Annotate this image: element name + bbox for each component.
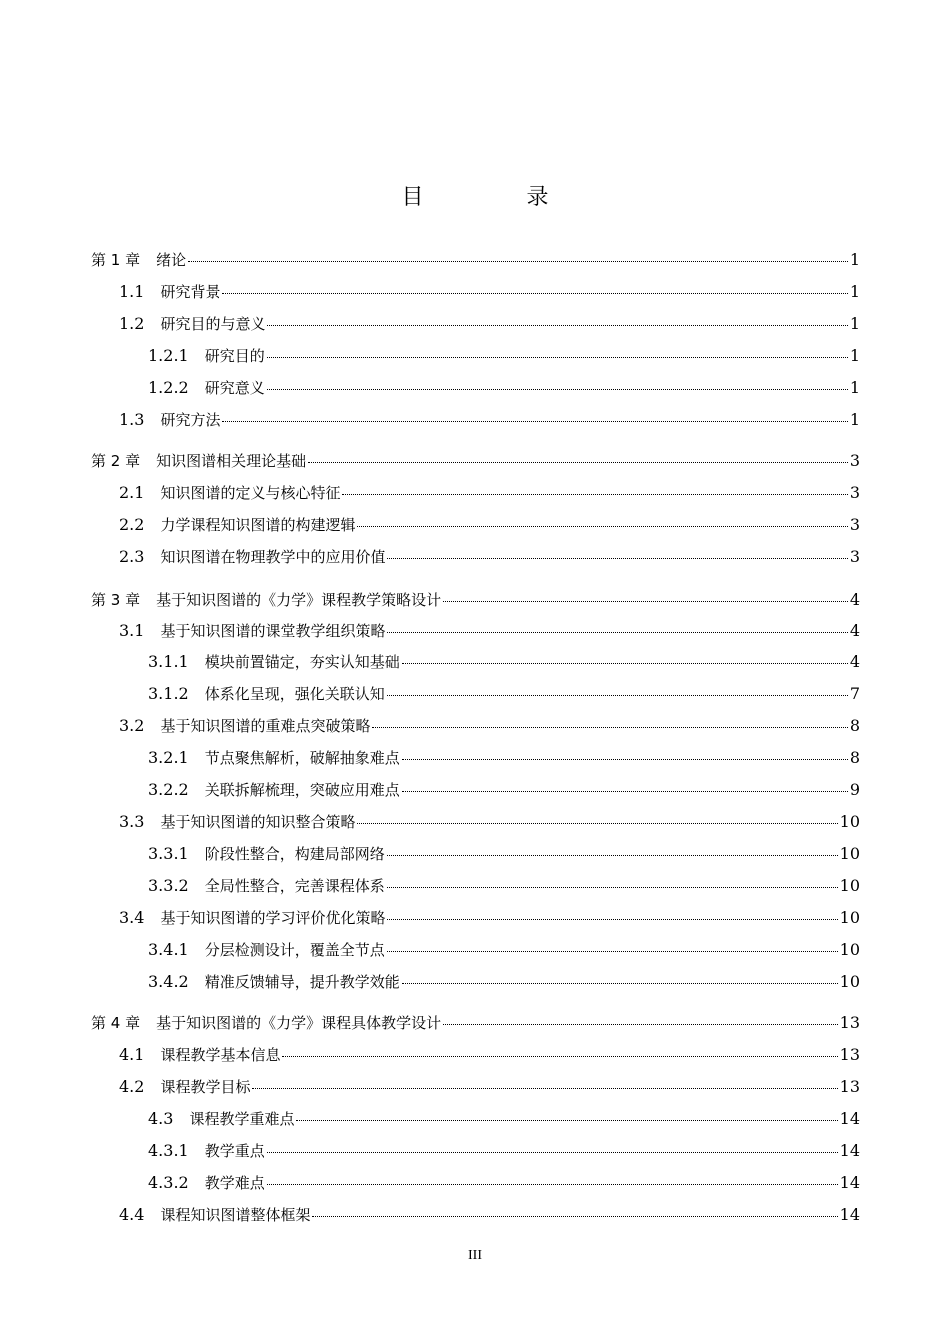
toc-entry-page: 9 [849, 780, 860, 799]
toc-entry-page: 8 [849, 716, 860, 735]
toc-entry[interactable] [0, 281, 860, 303]
toc-entry-page: 4 [849, 652, 860, 671]
toc-entry-number: 3.2 [119, 716, 145, 735]
toc-entry[interactable] [0, 1076, 860, 1098]
toc-entry[interactable] [0, 345, 860, 367]
toc-leader-dots [387, 918, 837, 920]
toc-entry-page: 13 [839, 1077, 860, 1096]
toc-entry-title: 力学课程知识图谱的构建逻辑 [160, 516, 356, 534]
toc-entry[interactable] [0, 482, 860, 504]
toc-entry-page: 3 [849, 483, 860, 502]
toc-entry-title: 课程知识图谱整体框架 [160, 1206, 311, 1224]
toc-entry-number: 3.3 [119, 812, 145, 831]
toc-entry-title: 课程教学目标 [160, 1078, 251, 1096]
toc-entry-title: 基于知识图谱的知识整合策略 [160, 813, 356, 831]
toc-entry-title: 教学难点 [204, 1174, 265, 1192]
toc-entry-title: 全局性整合，完善课程体系 [204, 877, 385, 895]
toc-leader-dots [402, 662, 848, 664]
toc-entry-page: 13 [839, 1013, 860, 1032]
toc-entry-title: 课程教学重难点 [189, 1110, 295, 1128]
toc-entry-title: 分层检测设计，覆盖全节点 [204, 941, 385, 959]
toc-leader-dots [387, 950, 838, 952]
toc-entry-number: 第 2 章 [91, 452, 141, 470]
toc-entry-number: 3.3.2 [148, 876, 189, 895]
toc-entry-number: 第 3 章 [91, 591, 141, 609]
toc-entry-title: 基于知识图谱的重难点突破策略 [160, 717, 371, 735]
toc-leader-dots [387, 557, 847, 559]
toc-entry[interactable] [0, 1012, 860, 1034]
toc-leader-dots [267, 388, 848, 390]
toc-entry-page: 14 [839, 1141, 860, 1160]
toc-entry-page: 1 [849, 282, 860, 301]
toc-entry-number: 4.3 [148, 1109, 174, 1128]
toc-entry[interactable] [0, 1044, 860, 1066]
toc-leader-dots [267, 1151, 838, 1153]
toc-leader-dots [252, 1087, 837, 1089]
toc-entry-page: 3 [849, 451, 860, 470]
toc-entry-number: 3.1.2 [148, 684, 189, 703]
toc-entry-title: 精准反馈辅导，提升教学效能 [204, 973, 400, 991]
toc-leader-dots [402, 790, 848, 792]
toc-entry-page: 10 [839, 940, 860, 959]
toc-entry-number: 4.3.1 [148, 1141, 189, 1160]
toc-entry-title: 研究目的 [204, 347, 265, 365]
toc-entry-page: 1 [849, 378, 860, 397]
toc-leader-dots [296, 1119, 837, 1121]
toc-entry[interactable] [0, 1204, 860, 1226]
toc-entry-title: 基于知识图谱的学习评价优化策略 [160, 909, 386, 927]
toc-entry[interactable] [0, 514, 860, 536]
toc-entry-title: 研究意义 [204, 379, 265, 397]
toc-leader-dots [188, 260, 848, 262]
toc-entry[interactable] [0, 683, 860, 705]
toc-entry[interactable] [0, 377, 860, 399]
toc-entry-number: 1.2.2 [148, 378, 189, 397]
toc-entry-title: 基于知识图谱的《力学》课程教学策略设计 [156, 591, 442, 609]
toc-leader-dots [357, 525, 847, 527]
toc-entry-number: 4.3.2 [148, 1173, 189, 1192]
page-title: 目 录 [401, 185, 597, 210]
toc-entry-number: 3.2.1 [148, 748, 189, 767]
toc-entry[interactable] [0, 409, 860, 431]
toc-entry-title: 关联拆解梳理，突破应用难点 [204, 781, 400, 799]
toc-entry-number: 1.3 [119, 410, 145, 429]
toc-entry-number: 3.1 [119, 621, 145, 640]
toc-leader-dots [267, 324, 847, 326]
toc-leader-dots [222, 292, 847, 294]
toc-entry[interactable] [0, 939, 860, 961]
toc-entry[interactable] [0, 249, 860, 271]
toc-entry-page: 14 [839, 1173, 860, 1192]
toc-leader-dots [387, 694, 848, 696]
toc-entry-page: 1 [849, 410, 860, 429]
toc-entry-page: 8 [849, 748, 860, 767]
toc-entry-page: 1 [849, 250, 860, 269]
toc-entry[interactable] [0, 620, 860, 642]
toc-entry-title: 体系化呈现，强化关联认知 [204, 685, 385, 703]
toc-entry-number: 3.4 [119, 908, 145, 927]
toc-entry-title: 知识图谱相关理论基础 [156, 452, 307, 470]
toc-entry[interactable] [0, 811, 860, 833]
toc-leader-dots [357, 822, 837, 824]
toc-entry-page: 3 [849, 547, 860, 566]
toc-entry[interactable] [0, 546, 860, 568]
toc-leader-dots [342, 493, 847, 495]
toc-leader-dots [267, 356, 848, 358]
toc-leader-dots [222, 420, 847, 422]
toc-entry-title: 研究目的与意义 [160, 315, 266, 333]
toc-entry-page: 13 [839, 1045, 860, 1064]
toc-entry[interactable] [0, 715, 860, 737]
toc-entry-title: 知识图谱在物理教学中的应用价值 [160, 548, 386, 566]
toc-entry-title: 绪论 [156, 251, 187, 269]
toc-entry[interactable] [0, 450, 860, 472]
toc-entry[interactable] [0, 1108, 860, 1130]
toc-entry-title: 基于知识图谱的《力学》课程具体教学设计 [156, 1014, 442, 1032]
toc-leader-dots [443, 600, 848, 602]
toc-entry-number: 4.1 [119, 1045, 145, 1064]
toc-entry-page: 4 [849, 621, 860, 640]
toc-leader-dots [312, 1215, 837, 1217]
toc-entry-page: 7 [849, 684, 860, 703]
toc-entry[interactable] [0, 971, 860, 993]
page-number: III [468, 1248, 482, 1263]
toc-entry[interactable] [0, 1172, 860, 1194]
toc-entry[interactable] [0, 747, 860, 769]
toc-entry-page: 10 [839, 876, 860, 895]
toc-leader-dots [402, 982, 838, 984]
toc-leader-dots [372, 726, 847, 728]
toc-entry-number: 3.1.1 [148, 652, 189, 671]
toc-entry-number: 2.3 [119, 547, 145, 566]
toc-entry-title: 研究方法 [160, 411, 221, 429]
toc-entry-title: 课程教学基本信息 [160, 1046, 281, 1064]
toc-entry-page: 10 [839, 972, 860, 991]
toc-entry-number: 2.1 [119, 483, 145, 502]
toc-entry-page: 3 [849, 515, 860, 534]
toc-entry-number: 1.2.1 [148, 346, 189, 365]
toc-entry-number: 4.4 [119, 1205, 145, 1224]
toc-entry-page: 10 [839, 908, 860, 927]
toc-leader-dots [387, 886, 838, 888]
toc-entry[interactable] [0, 313, 860, 335]
toc-entry-title: 研究背景 [160, 283, 221, 301]
toc-entry-number: 第 1 章 [91, 251, 141, 269]
toc-entry-number: 3.2.2 [148, 780, 189, 799]
toc-entry-page: 1 [849, 346, 860, 365]
toc-entry-title: 基于知识图谱的课堂教学组织策略 [160, 622, 386, 640]
toc-entry-number: 3.4.1 [148, 940, 189, 959]
toc-entry-number: 4.2 [119, 1077, 145, 1096]
toc-entry[interactable] [0, 843, 860, 865]
toc-entry-number: 3.3.1 [148, 844, 189, 863]
toc-entry-page: 10 [839, 844, 860, 863]
toc-entry-number: 第 4 章 [91, 1014, 141, 1032]
toc-leader-dots [402, 758, 848, 760]
toc-entry-page: 14 [839, 1205, 860, 1224]
toc-leader-dots [308, 461, 848, 463]
toc-entry-number: 1.1 [119, 282, 145, 301]
toc-entry-page: 10 [839, 812, 860, 831]
toc-entry-page: 4 [849, 590, 860, 609]
toc-entry[interactable] [0, 589, 860, 611]
toc-leader-dots [282, 1055, 837, 1057]
toc-entry-title: 节点聚焦解析，破解抽象难点 [204, 749, 400, 767]
toc-entry[interactable] [0, 779, 860, 801]
toc-entry-page: 1 [849, 314, 860, 333]
toc-entry[interactable] [0, 651, 860, 673]
toc-leader-dots [443, 1023, 838, 1025]
toc-entry[interactable] [0, 907, 860, 929]
toc-entry[interactable] [0, 1140, 860, 1162]
toc-entry-title: 知识图谱的定义与核心特征 [160, 484, 341, 502]
toc-entry-title: 模块前置锚定，夯实认知基础 [204, 653, 400, 671]
toc-entry[interactable] [0, 875, 860, 897]
toc-entry-number: 2.2 [119, 515, 145, 534]
toc-entry-title: 教学重点 [204, 1142, 265, 1160]
toc-leader-dots [267, 1183, 838, 1185]
toc-leader-dots [387, 631, 847, 633]
toc-entry-number: 3.4.2 [148, 972, 189, 991]
toc-entry-title: 阶段性整合，构建局部网络 [204, 845, 385, 863]
toc-entry-page: 14 [839, 1109, 860, 1128]
toc-leader-dots [387, 854, 838, 856]
toc-entry-number: 1.2 [119, 314, 145, 333]
